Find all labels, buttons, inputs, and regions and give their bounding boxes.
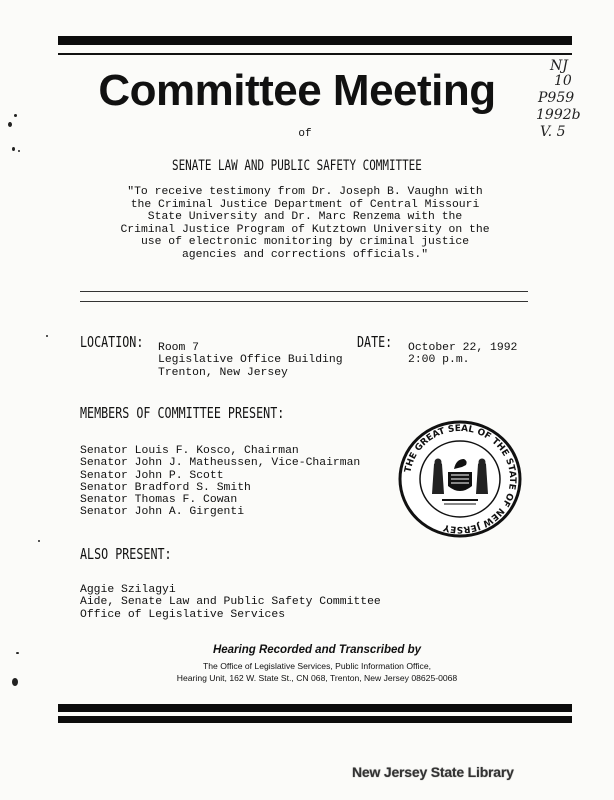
also-present-line: Office of Legislative Services xyxy=(80,608,286,621)
also-present-line: Aide, Senate Law and Public Safety Committee xyxy=(80,596,381,609)
member-item: Senator Bradford S. Smith xyxy=(80,481,251,494)
hearing-title: Hearing Recorded and Transcribed by xyxy=(212,644,422,656)
location-details xyxy=(158,342,343,379)
member-item: Senator John P. Scott xyxy=(80,469,224,482)
location-line: Trenton, New Jersey xyxy=(158,366,288,379)
date-details xyxy=(408,342,517,367)
date-line: October 22, 1992 xyxy=(408,342,518,354)
bottom-thick-rule-2 xyxy=(58,716,572,723)
also-present-label: ALSO PRESENT: xyxy=(80,545,172,563)
handwritten-line: P959 xyxy=(538,90,575,106)
handwritten-call-number xyxy=(536,58,581,141)
members-list xyxy=(80,445,360,519)
committee-name xyxy=(172,157,492,175)
members-label: MEMBERS OF COMMITTEE PRESENT: xyxy=(80,404,285,422)
handwritten-line: V. 5 xyxy=(540,124,566,140)
seal-text: THE GREAT SEAL OF THE STATE OF NEW JERSEY xyxy=(403,423,518,535)
library-stamp: New Jersey State Library xyxy=(352,764,514,780)
handwritten-line: 10 xyxy=(554,73,572,89)
top-thin-rule xyxy=(58,53,572,55)
location-line: Room 7 xyxy=(158,342,200,354)
meeting-purpose: "To receive testimony from Dr. Joseph B. Vaughn with the Criminal Justice Department of Central Missouri State University and Dr. Marc Renzema with the Criminal Justice Program of Kutztown University on the use of electronic monitoring by criminal justice agencies and corrections officials." xyxy=(120,186,490,261)
divider-rule-2 xyxy=(80,301,528,302)
handwritten-line: 1992b xyxy=(536,107,581,123)
divider-rule-1 xyxy=(80,291,528,292)
location-line: Legislative Office Building xyxy=(158,354,343,367)
time-line: 2:00 p.m. xyxy=(408,354,470,367)
member-item: Senator John A. Girgenti xyxy=(80,506,245,519)
hearing-line-2: Hearing Unit, 162 W. State St., CN 068, Trenton, New Jersey 08625-0068 xyxy=(176,673,458,683)
top-thick-rule xyxy=(58,36,572,45)
bottom-thick-rule xyxy=(58,704,572,712)
member-item: Senator Thomas F. Cowan xyxy=(80,494,238,507)
state-seal-icon xyxy=(398,420,522,538)
also-present-line: Aggie Szilagyi xyxy=(80,584,176,596)
member-item: Senator John J. Matheussen, Vice-Chairman xyxy=(80,457,361,470)
also-present-list xyxy=(80,584,381,621)
hearing-line-1: The Office of Legislative Services, Public Information Office, xyxy=(203,661,431,671)
page-title: Committee Meeting xyxy=(98,66,496,115)
date-label: DATE: xyxy=(357,333,393,351)
handwritten-line: NJ xyxy=(550,58,568,74)
of-label: of xyxy=(298,128,312,140)
member-item: Senator Louis F. Kosco, Chairman xyxy=(80,445,299,457)
committee-name-text: SENATE LAW AND PUBLIC SAFETY COMMITTEE xyxy=(172,158,422,174)
location-label: LOCATION: xyxy=(80,333,144,351)
